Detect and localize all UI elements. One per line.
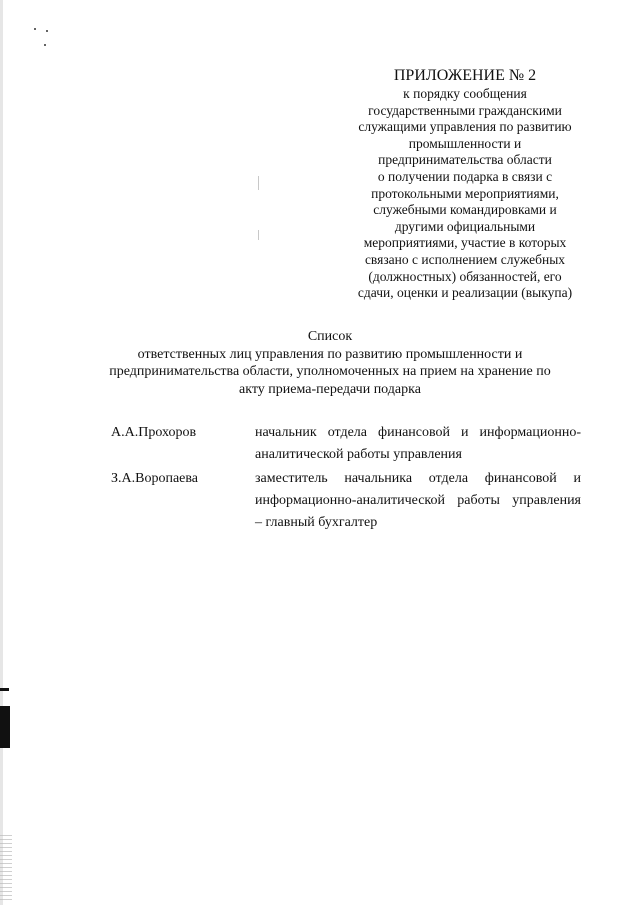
person-position (255, 468, 581, 534)
person-name: З.А.Воропаева (111, 471, 199, 486)
appendix-line: служебными командировками и (373, 202, 557, 218)
appendix-line: промышленности и (408, 135, 522, 151)
position-line: заместитель начальника отдела финансовой и (255, 471, 581, 486)
person-position (255, 422, 581, 466)
appendix-line: другими официальными (394, 218, 536, 234)
appendix-line: к порядку сообщения (403, 86, 527, 101)
appendix-title: ПРИЛОЖЕНИЕ № 2 (393, 67, 537, 84)
position-line: аналитической работы управления (255, 447, 462, 462)
appendix-line: (должностных) обязанностей, его (368, 268, 562, 284)
scan-speck (258, 176, 259, 190)
appendix-line: о получении подарка в связи с (377, 168, 553, 184)
person-name: А.А.Прохоров (111, 425, 197, 440)
appendix-line: государственными гражданскими (368, 102, 562, 118)
position-line: информационно-аналитической работы управления (255, 493, 581, 508)
list-title: Список (307, 329, 353, 344)
appendix-line: служащими управления по развитию (358, 119, 572, 135)
list-subtitle-line: акту приема-передачи подарка (239, 381, 421, 397)
position-line: начальник отдела финансовой и информационно- (255, 425, 581, 440)
scan-mark (0, 706, 10, 748)
position-line: – главный бухгалтер (255, 515, 378, 530)
scan-mark (0, 688, 9, 691)
appendix-line: связано с исполнением служебных (364, 251, 566, 267)
appendix-line: сдачи, оценки и реализации (выкупа) (357, 285, 573, 301)
appendix-line: протокольными мероприятиями, (371, 185, 559, 201)
list-subtitle-line: ответственных лиц управления по развитию промышленности и (137, 347, 523, 362)
scan-speck (34, 28, 36, 30)
appendix-block (330, 66, 600, 302)
appendix-line: мероприятиями, участие в которых (363, 235, 567, 251)
scan-speck (258, 230, 259, 240)
list-subtitle-line: предпринимательства области, уполномоченных на прием на хранение по (109, 364, 551, 380)
scan-noise (0, 835, 12, 900)
scan-speck (46, 30, 48, 32)
list-heading (80, 328, 580, 398)
appendix-line: предпринимательства области (378, 152, 552, 168)
scan-edge (0, 0, 3, 905)
scan-speck (44, 44, 46, 46)
